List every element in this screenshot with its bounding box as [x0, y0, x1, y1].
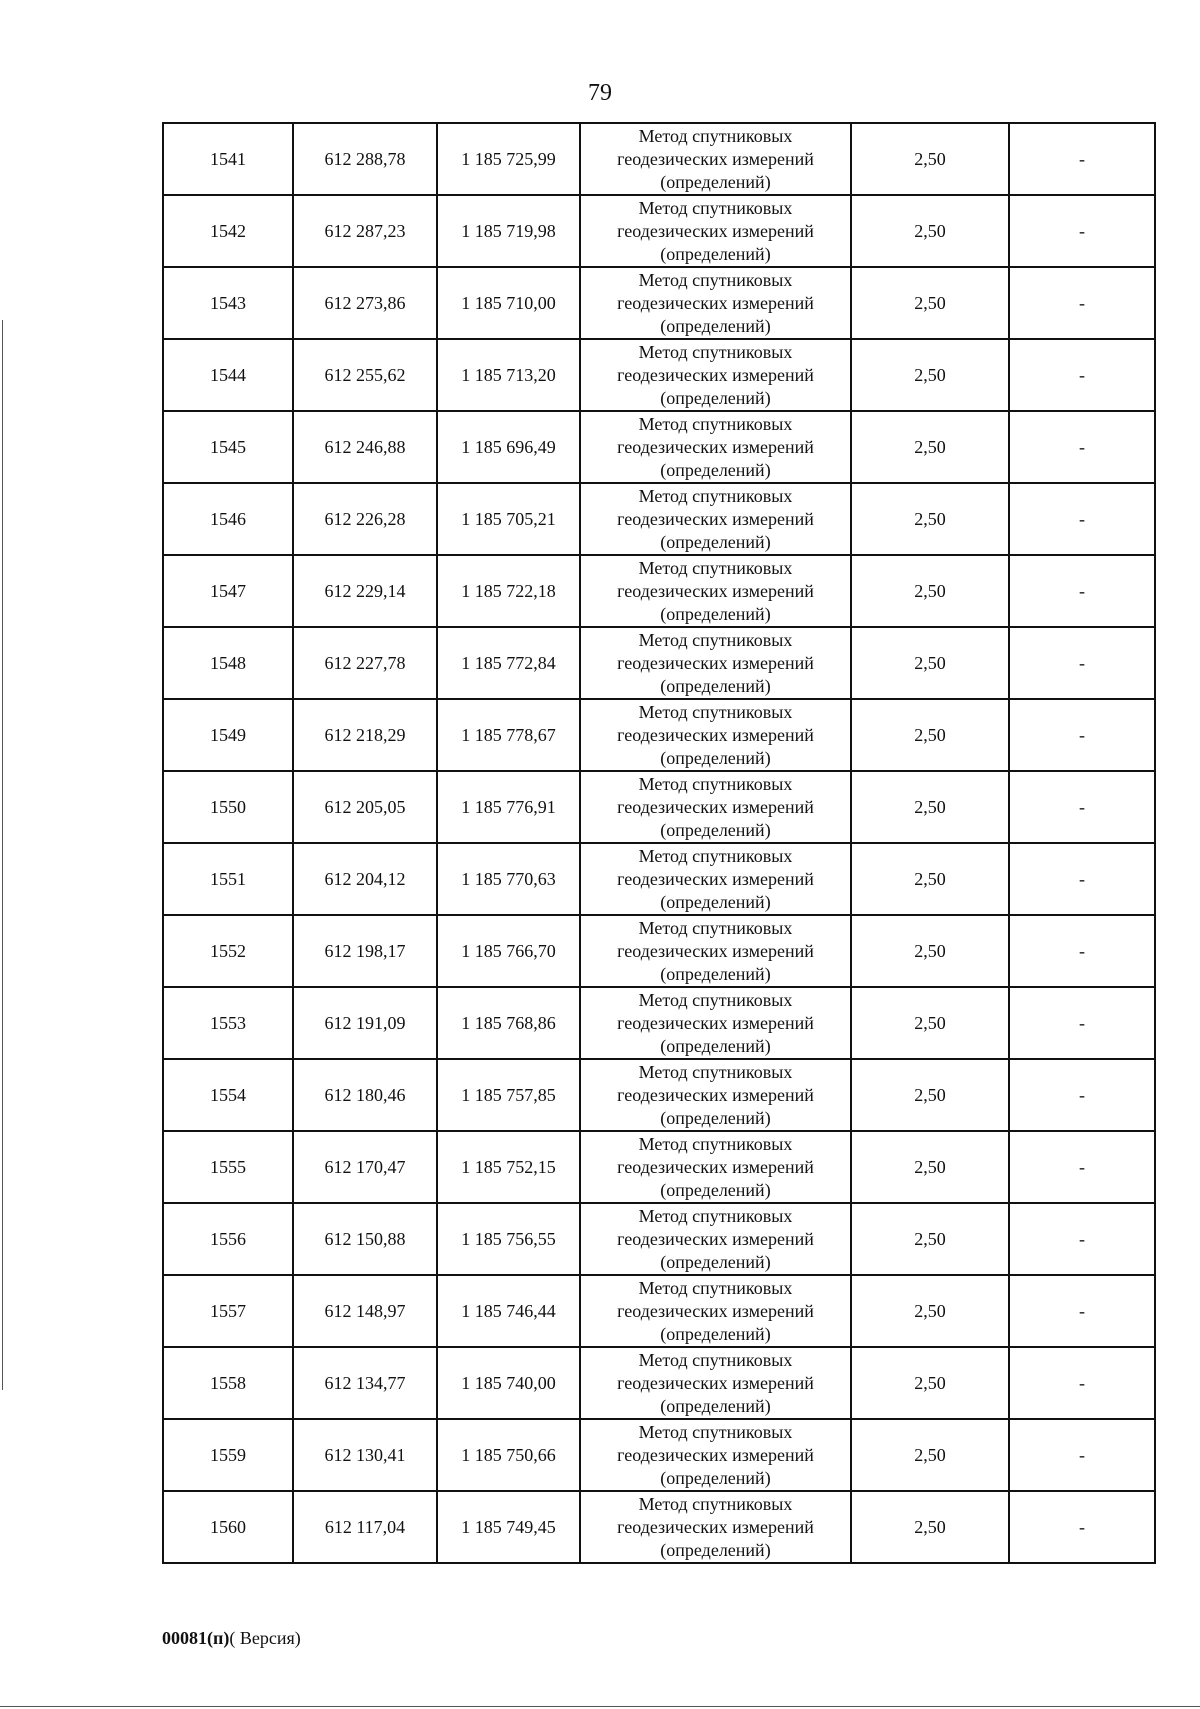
point-number-cell: 1557	[163, 1275, 293, 1347]
point-number-cell: 1542	[163, 195, 293, 267]
accuracy-cell: 2,50	[851, 699, 1009, 771]
method-line: Метод спутниковых	[638, 1133, 793, 1154]
table-row	[163, 627, 1155, 699]
table-row	[163, 123, 1155, 195]
method-cell	[580, 555, 851, 627]
x-coordinate-cell: 612 130,41	[293, 1419, 437, 1491]
y-coordinate-cell: 1 185 746,44	[437, 1275, 580, 1347]
method-line: Метод спутниковых	[638, 773, 793, 794]
method-line: (определений)	[660, 675, 771, 696]
method-cell	[580, 699, 851, 771]
method-line: Метод спутниковых	[638, 845, 793, 866]
method-line: (определений)	[660, 315, 771, 336]
accuracy-cell: 2,50	[851, 123, 1009, 195]
note-cell: -	[1009, 1131, 1155, 1203]
page-number: 79	[588, 80, 612, 106]
note-cell: -	[1009, 1347, 1155, 1419]
table-body	[163, 123, 1155, 1563]
method-line: геодезических измерений	[617, 292, 814, 313]
y-coordinate-cell: 1 185 776,91	[437, 771, 580, 843]
footer	[162, 1628, 301, 1649]
x-coordinate-cell: 612 117,04	[293, 1491, 437, 1563]
x-coordinate-cell: 612 288,78	[293, 123, 437, 195]
accuracy-cell: 2,50	[851, 1491, 1009, 1563]
point-number-cell: 1544	[163, 339, 293, 411]
method-line: геодезических измерений	[617, 1228, 814, 1249]
method-line: геодезических измерений	[617, 868, 814, 889]
accuracy-cell: 2,50	[851, 915, 1009, 987]
x-coordinate-cell: 612 204,12	[293, 843, 437, 915]
method-line: Метод спутниковых	[638, 1061, 793, 1082]
method-cell	[580, 411, 851, 483]
y-coordinate-cell: 1 185 770,63	[437, 843, 580, 915]
point-number-cell: 1546	[163, 483, 293, 555]
point-number-cell: 1541	[163, 123, 293, 195]
method-line: (определений)	[660, 1539, 771, 1560]
note-cell: -	[1009, 843, 1155, 915]
point-number-cell: 1553	[163, 987, 293, 1059]
note-cell: -	[1009, 1491, 1155, 1563]
method-cell	[580, 843, 851, 915]
scan-edge-bottom	[0, 1706, 1200, 1707]
note-cell: -	[1009, 1275, 1155, 1347]
table-row	[163, 411, 1155, 483]
note-cell: -	[1009, 411, 1155, 483]
accuracy-cell: 2,50	[851, 483, 1009, 555]
note-cell: -	[1009, 627, 1155, 699]
method-cell	[580, 123, 851, 195]
method-line: геодезических измерений	[617, 1084, 814, 1105]
note-cell: -	[1009, 771, 1155, 843]
point-number-cell: 1550	[163, 771, 293, 843]
table-row	[163, 915, 1155, 987]
method-cell	[580, 1131, 851, 1203]
x-coordinate-cell: 612 198,17	[293, 915, 437, 987]
method-line: Метод спутниковых	[638, 629, 793, 650]
method-line: (определений)	[660, 603, 771, 624]
y-coordinate-cell: 1 185 740,00	[437, 1347, 580, 1419]
method-line: Метод спутниковых	[638, 989, 793, 1010]
table-row	[163, 843, 1155, 915]
table-row	[163, 1491, 1155, 1563]
note-cell: -	[1009, 339, 1155, 411]
x-coordinate-cell: 612 191,09	[293, 987, 437, 1059]
x-coordinate-cell: 612 180,46	[293, 1059, 437, 1131]
table-row	[163, 555, 1155, 627]
note-cell: -	[1009, 1059, 1155, 1131]
method-line: геодезических измерений	[617, 796, 814, 817]
y-coordinate-cell: 1 185 705,21	[437, 483, 580, 555]
footer-code: 00081(п)	[162, 1628, 230, 1648]
y-coordinate-cell: 1 185 713,20	[437, 339, 580, 411]
method-line: (определений)	[660, 891, 771, 912]
method-line: Метод спутниковых	[638, 701, 793, 722]
point-number-cell: 1548	[163, 627, 293, 699]
method-line: Метод спутниковых	[638, 125, 793, 146]
x-coordinate-cell: 612 150,88	[293, 1203, 437, 1275]
note-cell: -	[1009, 483, 1155, 555]
accuracy-cell: 2,50	[851, 555, 1009, 627]
y-coordinate-cell: 1 185 719,98	[437, 195, 580, 267]
method-line: геодезических измерений	[617, 436, 814, 457]
method-line: (определений)	[660, 171, 771, 192]
table-row	[163, 771, 1155, 843]
point-number-cell: 1547	[163, 555, 293, 627]
y-coordinate-cell: 1 185 725,99	[437, 123, 580, 195]
method-cell	[580, 267, 851, 339]
method-line: геодезических измерений	[617, 1300, 814, 1321]
method-line: (определений)	[660, 387, 771, 408]
y-coordinate-cell: 1 185 778,67	[437, 699, 580, 771]
method-cell	[580, 915, 851, 987]
method-line: Метод спутниковых	[638, 917, 793, 938]
y-coordinate-cell: 1 185 768,86	[437, 987, 580, 1059]
x-coordinate-cell: 612 273,86	[293, 267, 437, 339]
method-line: геодезических измерений	[617, 508, 814, 529]
method-line: (определений)	[660, 1035, 771, 1056]
method-cell	[580, 1059, 851, 1131]
accuracy-cell: 2,50	[851, 627, 1009, 699]
method-line: (определений)	[660, 459, 771, 480]
point-number-cell: 1543	[163, 267, 293, 339]
note-cell: -	[1009, 699, 1155, 771]
note-cell: -	[1009, 555, 1155, 627]
method-line: (определений)	[660, 1323, 771, 1344]
method-line: геодезических измерений	[617, 1444, 814, 1465]
point-number-cell: 1555	[163, 1131, 293, 1203]
method-line: геодезических измерений	[617, 580, 814, 601]
y-coordinate-cell: 1 185 756,55	[437, 1203, 580, 1275]
method-cell	[580, 1275, 851, 1347]
x-coordinate-cell: 612 134,77	[293, 1347, 437, 1419]
method-line: геодезических измерений	[617, 148, 814, 169]
method-line: Метод спутниковых	[638, 1277, 793, 1298]
method-line: Метод спутниковых	[638, 413, 793, 434]
method-line: Метод спутниковых	[638, 1493, 793, 1514]
method-line: (определений)	[660, 1179, 771, 1200]
method-line: Метод спутниковых	[638, 1349, 793, 1370]
note-cell: -	[1009, 987, 1155, 1059]
accuracy-cell: 2,50	[851, 987, 1009, 1059]
method-line: (определений)	[660, 1467, 771, 1488]
accuracy-cell: 2,50	[851, 411, 1009, 483]
point-number-cell: 1549	[163, 699, 293, 771]
method-cell	[580, 1347, 851, 1419]
method-line: (определений)	[660, 1107, 771, 1128]
table-row	[163, 195, 1155, 267]
note-cell: -	[1009, 123, 1155, 195]
x-coordinate-cell: 612 287,23	[293, 195, 437, 267]
x-coordinate-cell: 612 218,29	[293, 699, 437, 771]
note-cell: -	[1009, 915, 1155, 987]
table-row	[163, 987, 1155, 1059]
method-line: геодезических измерений	[617, 1156, 814, 1177]
method-line: Метод спутниковых	[638, 557, 793, 578]
point-number-cell: 1559	[163, 1419, 293, 1491]
accuracy-cell: 2,50	[851, 1275, 1009, 1347]
y-coordinate-cell: 1 185 749,45	[437, 1491, 580, 1563]
accuracy-cell: 2,50	[851, 1203, 1009, 1275]
note-cell: -	[1009, 195, 1155, 267]
accuracy-cell: 2,50	[851, 267, 1009, 339]
method-line: Метод спутниковых	[638, 197, 793, 218]
y-coordinate-cell: 1 185 772,84	[437, 627, 580, 699]
y-coordinate-cell: 1 185 750,66	[437, 1419, 580, 1491]
x-coordinate-cell: 612 229,14	[293, 555, 437, 627]
method-line: Метод спутниковых	[638, 485, 793, 506]
point-number-cell: 1560	[163, 1491, 293, 1563]
point-number-cell: 1552	[163, 915, 293, 987]
x-coordinate-cell: 612 148,97	[293, 1275, 437, 1347]
table-row	[163, 1275, 1155, 1347]
accuracy-cell: 2,50	[851, 1059, 1009, 1131]
note-cell: -	[1009, 1203, 1155, 1275]
table-row	[163, 339, 1155, 411]
table-row	[163, 1059, 1155, 1131]
table-row	[163, 1347, 1155, 1419]
table-row	[163, 483, 1155, 555]
method-line: геодезических измерений	[617, 1012, 814, 1033]
x-coordinate-cell: 612 205,05	[293, 771, 437, 843]
accuracy-cell: 2,50	[851, 1347, 1009, 1419]
point-number-cell: 1545	[163, 411, 293, 483]
accuracy-cell: 2,50	[851, 843, 1009, 915]
accuracy-cell: 2,50	[851, 771, 1009, 843]
note-cell: -	[1009, 1419, 1155, 1491]
point-number-cell: 1558	[163, 1347, 293, 1419]
method-line: (определений)	[660, 1251, 771, 1272]
method-line: геодезических измерений	[617, 1516, 814, 1537]
method-line: (определений)	[660, 963, 771, 984]
accuracy-cell: 2,50	[851, 1419, 1009, 1491]
point-number-cell: 1556	[163, 1203, 293, 1275]
method-cell	[580, 1419, 851, 1491]
x-coordinate-cell: 612 226,28	[293, 483, 437, 555]
y-coordinate-cell: 1 185 696,49	[437, 411, 580, 483]
accuracy-cell: 2,50	[851, 339, 1009, 411]
x-coordinate-cell: 612 170,47	[293, 1131, 437, 1203]
point-number-cell: 1554	[163, 1059, 293, 1131]
method-line: (определений)	[660, 531, 771, 552]
method-line: (определений)	[660, 747, 771, 768]
method-line: Метод спутниковых	[638, 1421, 793, 1442]
method-cell	[580, 987, 851, 1059]
table-row	[163, 1131, 1155, 1203]
method-cell	[580, 1491, 851, 1563]
y-coordinate-cell: 1 185 752,15	[437, 1131, 580, 1203]
note-cell: -	[1009, 267, 1155, 339]
method-cell	[580, 627, 851, 699]
method-cell	[580, 339, 851, 411]
table-row	[163, 699, 1155, 771]
y-coordinate-cell: 1 185 710,00	[437, 267, 580, 339]
method-cell	[580, 1203, 851, 1275]
x-coordinate-cell: 612 246,88	[293, 411, 437, 483]
method-line: (определений)	[660, 1395, 771, 1416]
y-coordinate-cell: 1 185 722,18	[437, 555, 580, 627]
method-cell	[580, 195, 851, 267]
coordinates-table	[162, 122, 1156, 1564]
footer-version: ( Версия)	[229, 1628, 301, 1648]
y-coordinate-cell: 1 185 766,70	[437, 915, 580, 987]
point-number-cell: 1551	[163, 843, 293, 915]
method-line: геодезических измерений	[617, 724, 814, 745]
method-cell	[580, 483, 851, 555]
method-line: Метод спутниковых	[638, 1205, 793, 1226]
method-line: геодезических измерений	[617, 940, 814, 961]
table-row	[163, 1203, 1155, 1275]
method-line: (определений)	[660, 819, 771, 840]
table-row	[163, 1419, 1155, 1491]
method-line: геодезических измерений	[617, 652, 814, 673]
method-line: геодезических измерений	[617, 364, 814, 385]
y-coordinate-cell: 1 185 757,85	[437, 1059, 580, 1131]
accuracy-cell: 2,50	[851, 1131, 1009, 1203]
scan-edge-left	[2, 320, 3, 1390]
method-line: геодезических измерений	[617, 220, 814, 241]
x-coordinate-cell: 612 255,62	[293, 339, 437, 411]
method-line: (определений)	[660, 243, 771, 264]
method-line: Метод спутниковых	[638, 341, 793, 362]
method-line: геодезических измерений	[617, 1372, 814, 1393]
x-coordinate-cell: 612 227,78	[293, 627, 437, 699]
method-cell	[580, 771, 851, 843]
method-line: Метод спутниковых	[638, 269, 793, 290]
table-row	[163, 267, 1155, 339]
accuracy-cell: 2,50	[851, 195, 1009, 267]
